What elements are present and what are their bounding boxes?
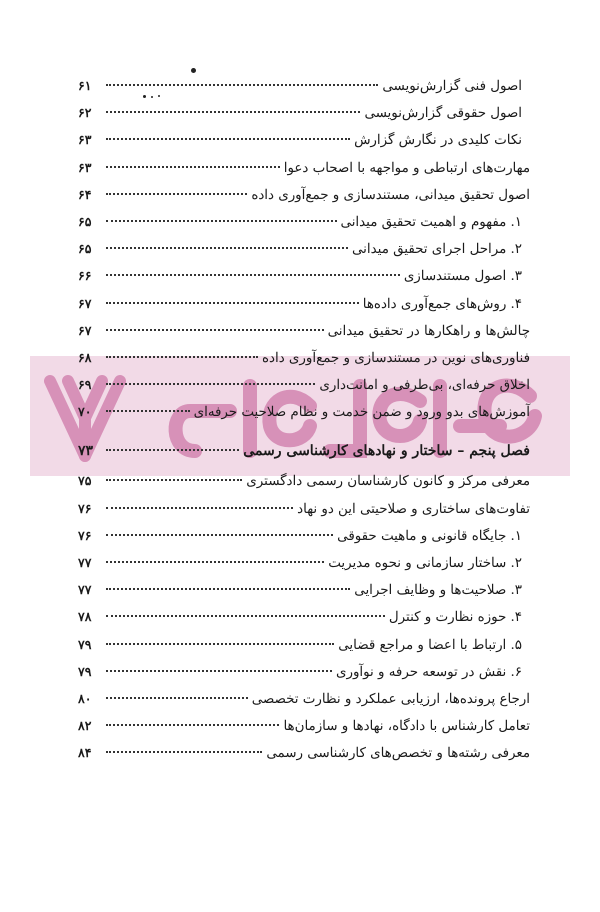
dot-leader xyxy=(106,643,334,645)
toc-page-number: ۸۲ xyxy=(78,718,92,734)
toc-chapter-row xyxy=(78,435,530,467)
toc-entry-title: معرفی مرکز و کانون کارشناسان رسمی دادگستری xyxy=(246,474,530,490)
dot-leader xyxy=(106,111,360,113)
toc-row xyxy=(78,398,530,425)
dot-leader xyxy=(106,356,258,358)
toc-row xyxy=(78,495,530,522)
dot-leader xyxy=(106,724,279,726)
dot-leader xyxy=(106,383,315,385)
dot-leader xyxy=(106,588,350,590)
dot-leader xyxy=(106,561,324,563)
toc-row xyxy=(78,631,530,658)
toc-row xyxy=(78,290,530,317)
toc-page-number: ۷۹ xyxy=(78,636,92,652)
toc-page-number: ۶۲ xyxy=(78,105,92,121)
toc-row xyxy=(78,658,530,685)
toc-entry-title: چالش‌ها و راهکارها در تحقیق میدانی xyxy=(327,323,530,339)
toc-page-number: ۶۵ xyxy=(78,213,92,229)
toc-page-number: ۶۸ xyxy=(78,349,92,365)
toc-page-number: ۷۶ xyxy=(78,527,92,543)
toc-entry-title: آموزش‌های بدو ورود و ضمن خدمت و نظام صلاحیت حرفه‌ای xyxy=(193,405,530,421)
dot-leader xyxy=(106,274,400,276)
toc-row xyxy=(78,99,530,126)
toc-entry-title: اصول فنی گزارش‌نویسی xyxy=(382,79,522,94)
toc-row xyxy=(78,603,530,630)
dot-leader xyxy=(106,329,324,331)
toc-page-number: ۶۳ xyxy=(78,159,92,175)
dot-leader xyxy=(106,302,359,304)
toc-row xyxy=(78,317,530,344)
toc-entry-title: ۴. حوزه نظارت و کنترل xyxy=(388,610,522,626)
toc-entry-title: نکات کلیدی در نگارش گزارش xyxy=(354,133,522,149)
toc-row xyxy=(78,208,530,235)
toc-row xyxy=(78,235,530,262)
toc-entry-title: فناوری‌های نوین در مستندسازی و جمع‌آوری داده xyxy=(262,350,530,366)
toc-row xyxy=(78,371,530,398)
ink-speck xyxy=(151,96,153,98)
table-of-contents xyxy=(78,72,530,767)
toc-row xyxy=(78,576,530,603)
ink-speck xyxy=(191,68,196,73)
toc-row xyxy=(78,712,530,739)
toc-entry-title: تعامل کارشناس با دادگاه، نهادها و سازمان‌ها xyxy=(283,719,530,735)
toc-page-number: ۷۳ xyxy=(78,443,94,460)
toc-page-number: ۷۷ xyxy=(78,555,92,570)
toc-page-number: ۶۴ xyxy=(78,186,92,202)
toc-entry-title: تفاوت‌های ساختاری و صلاحیتی این دو نهاد xyxy=(297,501,530,517)
toc-page-number: ۶۶ xyxy=(78,268,92,284)
toc-page-number: ۶۵ xyxy=(78,241,92,257)
toc-page-number: ۷۹ xyxy=(78,663,92,679)
toc-row xyxy=(78,467,530,494)
toc-entry-title: ۵. ارتباط با اعضا و مراجع قضایی xyxy=(338,637,522,653)
dot-leader xyxy=(106,534,333,536)
toc-entry-title: مهارت‌های ارتباطی و مواجهه با اصحاب دعوا xyxy=(283,160,530,176)
toc-page-number: ۷۶ xyxy=(78,500,92,516)
toc-entry-title: ۶. نقش در توسعه حرفه و نوآوری xyxy=(336,664,522,680)
toc-entry-title: فصل پنجم – ساختار و نهادهای کارشناسی رسمی xyxy=(243,443,530,460)
toc-entry-title: اصول حقوقی گزارش‌نویسی xyxy=(364,106,522,122)
dot-leader xyxy=(106,138,350,140)
toc-entry-title: ۲. مراحل اجرای تحقیق میدانی xyxy=(352,242,522,258)
dot-leader xyxy=(106,166,280,168)
dot-leader xyxy=(106,84,378,86)
ink-speck xyxy=(143,95,146,98)
toc-entry-title: ۱. مفهوم و اهمیت تحقیق میدانی xyxy=(340,214,522,230)
toc-page-number: ۶۷ xyxy=(78,322,92,338)
dot-leader xyxy=(106,449,239,451)
toc-entry-title: معرفی رشته‌ها و تخصص‌های کارشناسی رسمی xyxy=(266,746,530,762)
toc-page-number: ۷۷ xyxy=(78,582,92,598)
dot-leader xyxy=(106,220,337,222)
toc-entry-title: اخلاق حرفه‌ای، بی‌طرفی و امانت‌داری xyxy=(319,378,530,394)
dot-leader xyxy=(106,507,293,509)
toc-entry-title: ۳. اصول مستندسازی xyxy=(403,269,522,285)
dot-leader xyxy=(106,193,247,195)
dot-leader xyxy=(106,247,348,249)
toc-entry-title: اصول تحقیق میدانی، مستندسازی و جمع‌آوری داده xyxy=(251,187,530,203)
dot-leader xyxy=(106,615,385,617)
toc-page-number: ۶۱ xyxy=(78,78,92,93)
toc-row xyxy=(78,344,530,371)
toc-row xyxy=(78,522,530,549)
toc-page-number: ۶۹ xyxy=(78,377,92,393)
toc-page-number: ۶۷ xyxy=(78,295,92,311)
toc-row xyxy=(78,126,530,153)
toc-page-number: ۷۰ xyxy=(78,404,92,420)
toc-entry-title: ارجاع پرونده‌ها، ارزیابی عملکرد و نظارت تخصصی xyxy=(251,691,530,707)
toc-row xyxy=(78,739,530,766)
toc-entry-title: ۱. جایگاه قانونی و ماهیت حقوقی xyxy=(337,528,522,544)
dot-leader xyxy=(106,670,332,672)
ink-speck xyxy=(158,95,160,97)
dot-leader xyxy=(106,751,262,753)
toc-row xyxy=(78,262,530,289)
toc-row xyxy=(78,154,530,181)
toc-entry-title: ۲. ساختار سازمانی و نحوه مدیریت xyxy=(328,556,522,571)
dot-leader xyxy=(106,479,242,481)
toc-page-number: ۷۵ xyxy=(78,473,92,489)
toc-page-number: ۶۳ xyxy=(78,132,92,148)
toc-entry-title: ۳. صلاحیت‌ها و وظایف اجرایی xyxy=(354,583,522,599)
toc-page-number: ۸۴ xyxy=(78,745,92,761)
dot-leader xyxy=(106,410,190,412)
toc-row xyxy=(78,181,530,208)
toc-page-number: ۷۸ xyxy=(78,609,92,625)
toc-page-number: ۸۰ xyxy=(78,690,92,706)
toc-row xyxy=(78,685,530,712)
dot-leader xyxy=(106,697,248,699)
toc-row xyxy=(78,549,530,576)
toc-entry-title: ۴. روش‌های جمع‌آوری داده‌ها xyxy=(362,296,522,312)
